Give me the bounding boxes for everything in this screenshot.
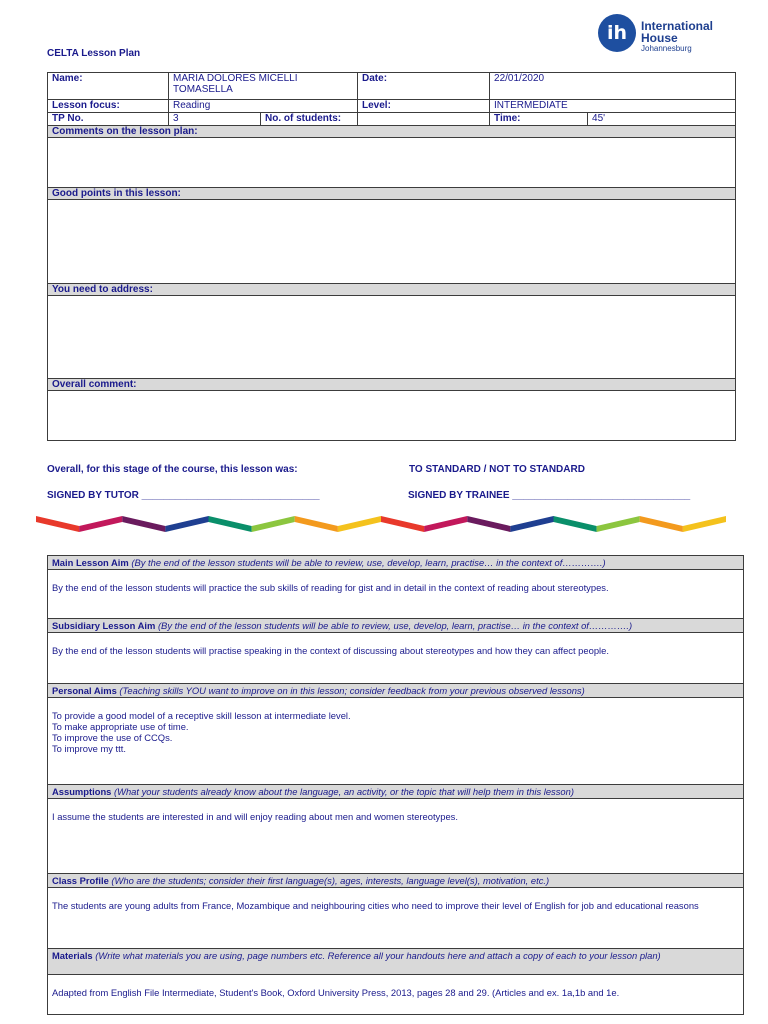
comments-label: Comments on the lesson plan: bbox=[48, 126, 736, 138]
sub-aim-label: Subsidiary Lesson Aim bbox=[52, 620, 156, 631]
divider-segment bbox=[79, 516, 122, 532]
sub-aim-hint: (By the end of the lesson students will be able to review, use, develop, learn, practise… in the context of………….) bbox=[157, 620, 633, 631]
trainee-signature-line[interactable]: SIGNED BY TRAINEE ________________________________ bbox=[408, 490, 691, 501]
document-title: CELTA Lesson Plan bbox=[47, 48, 141, 59]
stage-statement: Overall, for this stage of the course, this lesson was: bbox=[47, 464, 298, 475]
main-aim-hint: (By the end of the lesson students will be able to review, use, develop, learn, practise… in the context of………….) bbox=[131, 557, 606, 568]
divider-segment bbox=[36, 516, 79, 532]
tutor-signature-line[interactable]: SIGNED BY TUTOR ________________________________ bbox=[47, 490, 320, 501]
class-profile-label: Class Profile bbox=[52, 875, 109, 886]
lesson-focus-label: Lesson focus: bbox=[48, 100, 169, 113]
assumptions-text: I assume the students are interested in and will enjoy reading about men and women stereotypes. bbox=[48, 799, 744, 874]
address-box[interactable] bbox=[48, 296, 736, 379]
class-profile-hint: (Who are the students; consider their first language(s), ages, interests, language level(s), motivation, etc.) bbox=[111, 875, 550, 886]
good-points-box[interactable] bbox=[48, 200, 736, 284]
logo-line-2: House bbox=[641, 31, 678, 45]
class-profile-header bbox=[48, 874, 744, 888]
materials-header bbox=[48, 949, 744, 975]
materials-hint: (Write what materials you are using, page numbers etc. Reference all your handouts here and attach a copy of each to your lesson plan) bbox=[95, 950, 661, 961]
personal-aim-line: To provide a good model of a receptive skill lesson at intermediate level. bbox=[52, 710, 351, 721]
main-aim-text: By the end of the lesson students will practice the sub skills of reading for gist and in detail in the context of reading about stereotypes. bbox=[48, 570, 744, 619]
name-value: MARIA DOLORES MICELLI TOMASELLA bbox=[169, 73, 358, 100]
personal-aim-line: To make appropriate use of time. bbox=[52, 721, 189, 732]
personal-aim-line: To improve my ttt. bbox=[52, 743, 126, 754]
divider-segment bbox=[467, 516, 510, 532]
sub-aim-header bbox=[48, 619, 744, 633]
divider-segment bbox=[338, 516, 381, 532]
divider-segment bbox=[640, 516, 683, 532]
personal-aims-hint: (Teaching skills YOU want to improve on in this lesson; consider feedback from your previous observed lessons) bbox=[119, 685, 585, 696]
personal-aims-header bbox=[48, 684, 744, 698]
sub-aim-text: By the end of the lesson students will practise speaking in the context of discussing about stereotypes and how they can affect people. bbox=[48, 633, 744, 684]
personal-aims-label: Personal Aims bbox=[52, 685, 117, 696]
divider-segment bbox=[252, 516, 295, 532]
students-value bbox=[358, 113, 490, 126]
main-aim-label: Main Lesson Aim bbox=[52, 557, 129, 568]
level-value: INTERMEDIATE bbox=[490, 100, 736, 113]
time-value: 45' bbox=[588, 113, 736, 126]
date-label: Date: bbox=[358, 73, 490, 100]
time-label: Time: bbox=[490, 113, 588, 126]
divider-segment bbox=[122, 516, 165, 532]
divider-segment bbox=[209, 516, 252, 532]
overall-comment-label: Overall comment: bbox=[48, 379, 736, 391]
personal-aim-line: To improve the use of CCQs. bbox=[52, 732, 173, 743]
divider-segment bbox=[510, 516, 553, 532]
logo-line-3: Johannesburg bbox=[641, 44, 692, 53]
assumptions-header bbox=[48, 785, 744, 799]
level-label: Level: bbox=[358, 100, 490, 113]
class-profile-text: The students are young adults from France, Mozambique and neighbouring cities who need to improve their level of English for job and educational reasons bbox=[48, 888, 744, 949]
divider-segment bbox=[597, 516, 640, 532]
tp-label: TP No. bbox=[48, 113, 169, 126]
students-label: No. of students: bbox=[261, 113, 358, 126]
divider-segment bbox=[165, 516, 208, 532]
comments-box[interactable] bbox=[48, 138, 736, 188]
logo-mark: ih bbox=[606, 22, 628, 44]
divider-segment bbox=[554, 516, 597, 532]
personal-aims-text bbox=[48, 698, 744, 785]
materials-text: Adapted from English File Intermediate, Student's Book, Oxford University Press, 2013, pages 28 and 29. (Articles and ex. 1a,1b and 1e. bbox=[48, 975, 744, 1015]
assumptions-label: Assumptions bbox=[52, 786, 112, 797]
materials-label: Materials bbox=[52, 950, 93, 961]
colored-zigzag-divider bbox=[36, 510, 726, 534]
assumptions-hint: (What your students already know about the language, an activity, or the topic that will help them in this lesson) bbox=[114, 786, 574, 797]
overall-comment-box[interactable] bbox=[48, 391, 736, 441]
tp-value: 3 bbox=[169, 113, 261, 126]
lesson-plan-table bbox=[47, 555, 744, 1015]
divider-segment bbox=[381, 516, 424, 532]
divider-segment bbox=[295, 516, 338, 532]
lesson-details-table bbox=[47, 72, 736, 441]
divider-segment bbox=[424, 516, 467, 532]
divider-segment bbox=[683, 516, 726, 532]
main-aim-header bbox=[48, 556, 744, 570]
lesson-focus-value: Reading bbox=[169, 100, 358, 113]
good-points-label: Good points in this lesson: bbox=[48, 188, 736, 200]
date-value: 22/01/2020 bbox=[490, 73, 736, 100]
standard-options[interactable]: TO STANDARD / NOT TO STANDARD bbox=[409, 464, 585, 475]
name-label: Name: bbox=[48, 73, 169, 100]
address-label: You need to address: bbox=[48, 284, 736, 296]
logo-line-1: International bbox=[641, 19, 714, 33]
international-house-logo bbox=[598, 14, 728, 54]
